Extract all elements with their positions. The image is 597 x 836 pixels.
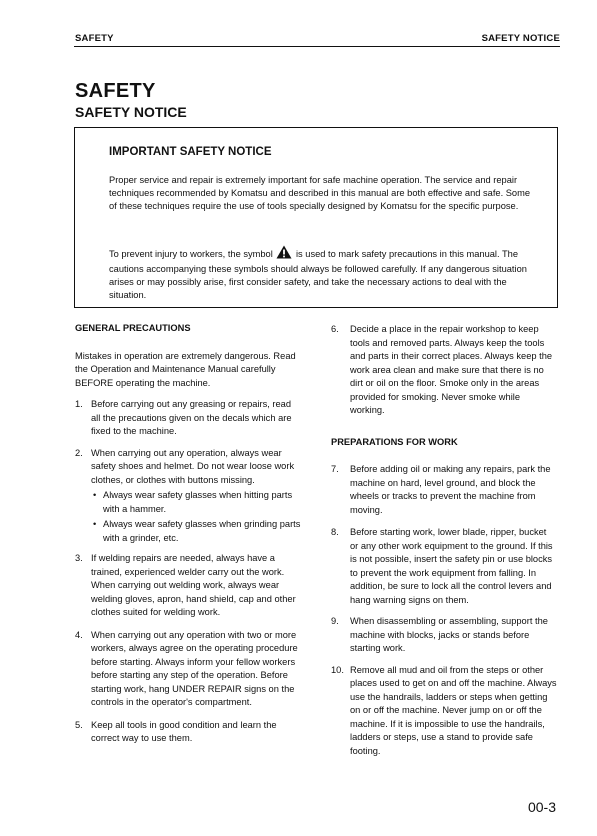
important-safety-notice-box (74, 127, 558, 308)
list-item (331, 615, 557, 656)
list-item-text: Decide a place in the repair workshop to keep tools and removed parts. Always keep the tools and parts in their correct places. Always keep the work area clean and make sure that there is no dirt or oil on the floor. Smoke only in the areas provided for smoking. Never smoke while working. (350, 324, 553, 415)
notice-p2-before: To prevent injury to workers, the symbol (109, 249, 273, 259)
list-item (331, 463, 557, 517)
list-item-number: 6. (331, 324, 339, 334)
bullet-item: • Always wear safety glasses when hitting parts with a hammer. (93, 490, 293, 514)
list-item-text: Before carrying out any greasing or repairs, read all the precautions given on the decals which are fixed to the machine. (91, 399, 292, 436)
notice-paragraph-1: Proper service and repair is extremely important for safe machine operation. The service and repair techniques recommended by Komatsu and described in this manual are both effective and safe. Some of these techniques require the use of tools specially designed by Komatsu for the specific purpose. (109, 175, 531, 211)
section-heading-preparations-for-work: PREPARATIONS FOR WORK (331, 436, 458, 447)
page-number: 00-3 (527, 799, 556, 815)
list-item (75, 629, 301, 710)
list-item-number: 2. (75, 447, 83, 458)
page-subtitle: SAFETY NOTICE (75, 104, 187, 120)
section-heading-general-precautions: GENERAL PRECAUTIONS (75, 323, 191, 333)
warning-triangle-icon (276, 245, 292, 263)
list-item-text: If welding repairs are needed, always have a trained, experienced welder carry out the work. When carrying out welding work, always wear welding gloves, apron, hand shield, cap and other clothes suited for welding work. (91, 553, 296, 617)
list-item-text: Before starting work, lower blade, ripper, bucket or any other work equipment to the ground. If this is not possible, insert the safety pin or use blocks to prevent the work equipment from falling. In addition, be sure to lock all the control levers and hang warning signs on them. (350, 527, 553, 605)
notice-p2-after: is used to mark safety precautions in this manual. The cautions accompanying these symbols should always be followed carefully. If any dangerous situation arises or may possibly arise, first consider safety, and take the necessary actions to deal with the situation. (109, 249, 527, 300)
left-column (75, 322, 301, 746)
page-title: SAFETY (75, 80, 156, 102)
list-item (75, 447, 301, 546)
notice-title: IMPORTANT SAFETY NOTICE (109, 146, 272, 158)
list-item-text: When carrying out any operation, always wear safety shoes and helmet. Do not wear loose work clothes, or clothes with buttons missing. (91, 447, 295, 485)
bullet-item-text: Always wear safety glasses when grinding parts with a grinder, etc. (103, 519, 301, 543)
bullet-item-text: Always wear safety glasses when hitting parts with a hammer. (103, 490, 293, 514)
list-item-text: Keep all tools in good condition and learn the correct way to use them. (91, 719, 277, 743)
list-item-number: 5. (75, 719, 83, 730)
notice-paragraph-2 (109, 245, 537, 302)
list-item (75, 398, 301, 439)
list-item-number: 8. (331, 527, 339, 537)
list-item-text: Before adding oil or making any repairs, park the machine on hard, level ground, and block the wheels or tracks to prevent the machine from moving. (350, 464, 551, 515)
list-item-number: 3. (75, 553, 83, 563)
running-header-right: SAFETY NOTICE (481, 33, 560, 44)
header-rule (74, 46, 560, 47)
right-column (331, 323, 557, 758)
list-item (331, 664, 557, 759)
list-item-number: 7. (331, 464, 339, 474)
running-header-left: SAFETY (75, 33, 114, 44)
list-item-number: 4. (75, 629, 83, 640)
bullet-item: • Always wear safety glasses when grinding parts with a grinder, etc. (93, 519, 301, 543)
list-item (75, 719, 301, 746)
list-item-text: When carrying out any operation with two or more workers, always agree on the operating procedure before starting. Always inform your fellow workers before starting any step of the operation. Before starting work, hang UNDER REPAIR signs on the controls in the operator's compartment. (91, 629, 298, 707)
general-intro: Mistakes in operation are extremely dangerous. Read the Operation and Maintenance Manual carefully BEFORE operating the machine. (75, 350, 296, 388)
list-item-number: 1. (75, 399, 83, 409)
list-item-number: 9. (331, 616, 339, 626)
list-item-number: 10. (331, 664, 344, 675)
list-item-text: When disassembling or assembling, support the machine with blocks, jacks or stands before starting work. (350, 616, 548, 653)
list-item (331, 526, 557, 607)
list-item-text: Remove all mud and oil from the steps or other places used to get on and off the machine. Always use the handrails, ladders or steps when getting on or off the machine. Never jump on or off the machine. If it is impossible to use the handrails, ladders or steps, use a stand to provide safe footing. (350, 664, 557, 756)
list-item (75, 552, 301, 620)
list-item (331, 323, 557, 418)
